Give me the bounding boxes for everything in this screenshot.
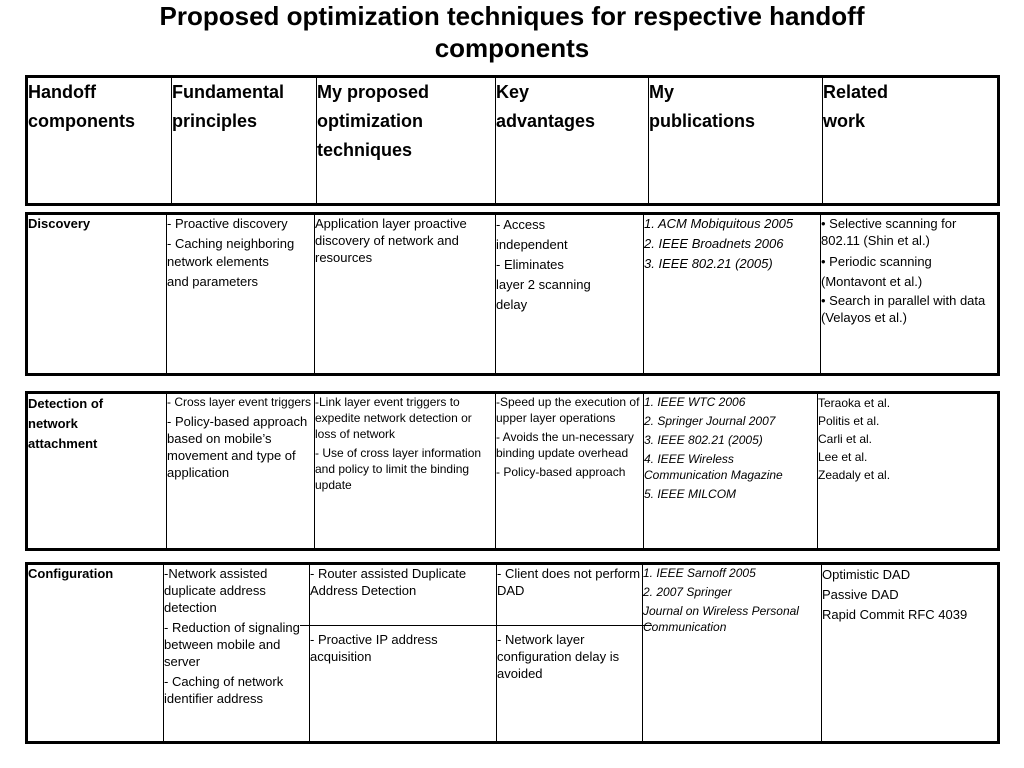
detection-principles: - Cross layer event triggers - Policy-based approach based on mobile’s movement and type of application xyxy=(167,393,315,550)
discovery-publications: 1. ACM Mobiquitous 2005 2. IEEE Broadnets 2006 3. IEEE 802.21 (2005) xyxy=(644,214,821,375)
detection-component: Detection of network attachment xyxy=(27,393,167,550)
header-handoff-components: Handoff components xyxy=(27,77,172,205)
detection-publications: 1. IEEE WTC 2006 2. Springer Journal 2007 3. IEEE 802.21 (2005) 4. IEEE Wireless Communication Magazine 5. IEEE MILCOM xyxy=(644,393,818,550)
detection-techniques: -Link layer event triggers to expedite network detection or loss of network - Use of cross layer information and policy to limit the binding update xyxy=(315,393,496,550)
configuration-advantages: - Client does not perform DAD - Network layer configuration delay is avoided xyxy=(497,564,643,743)
header-key-advantages: Key advantages xyxy=(496,77,649,205)
configuration-publications: 1. IEEE Sarnoff 2005 2. 2007 Springer Journal on Wireless Personal Communication xyxy=(643,564,822,743)
header-related-work: Related work xyxy=(823,77,999,205)
header-my-publications: My publications xyxy=(649,77,823,205)
page-title xyxy=(0,0,1024,64)
title-line-2: components xyxy=(434,33,590,63)
discovery-advantages: - Access independent - Eliminates layer 2 scanning delay xyxy=(496,214,644,375)
title-line-1: Proposed optimization techniques for respective handoff xyxy=(159,1,865,31)
header-fundamental-principles: Fundamental principles xyxy=(172,77,317,205)
detection-table xyxy=(25,391,1000,551)
configuration-table xyxy=(25,562,1000,744)
configuration-principles: -Network assisted duplicate address detection - Reduction of signaling between mobile and server - Caching of network identifier address xyxy=(164,564,310,743)
header-table xyxy=(25,75,1000,206)
discovery-table xyxy=(25,212,1000,376)
detection-advantages: -Speed up the execution of upper layer operations - Avoids the un-necessary binding update overhead - Policy-based approach xyxy=(496,393,644,550)
configuration-component: Configuration xyxy=(27,564,164,743)
header-proposed-techniques: My proposed optimization techniques xyxy=(317,77,496,205)
discovery-related-work: • Selective scanning for 802.11 (Shin et al.) • Periodic scanning (Montavont et al.) • Search in parallel with data (Velayos et al.) xyxy=(821,214,999,375)
discovery-principles: - Proactive discovery - Caching neighboring network elements and parameters xyxy=(167,214,315,375)
configuration-techniques: - Router assisted Duplicate Address Detection - Proactive IP address acquisition xyxy=(310,564,497,743)
configuration-related-work: Optimistic DAD Passive DAD Rapid Commit RFC 4039 xyxy=(822,564,999,743)
discovery-component: Discovery xyxy=(27,214,167,375)
detection-related-work: Teraoka et al. Politis et al. Carli et al. Lee et al. Zeadaly et al. xyxy=(818,393,999,550)
discovery-technique: Application layer proactive discovery of network and resources xyxy=(315,214,496,375)
